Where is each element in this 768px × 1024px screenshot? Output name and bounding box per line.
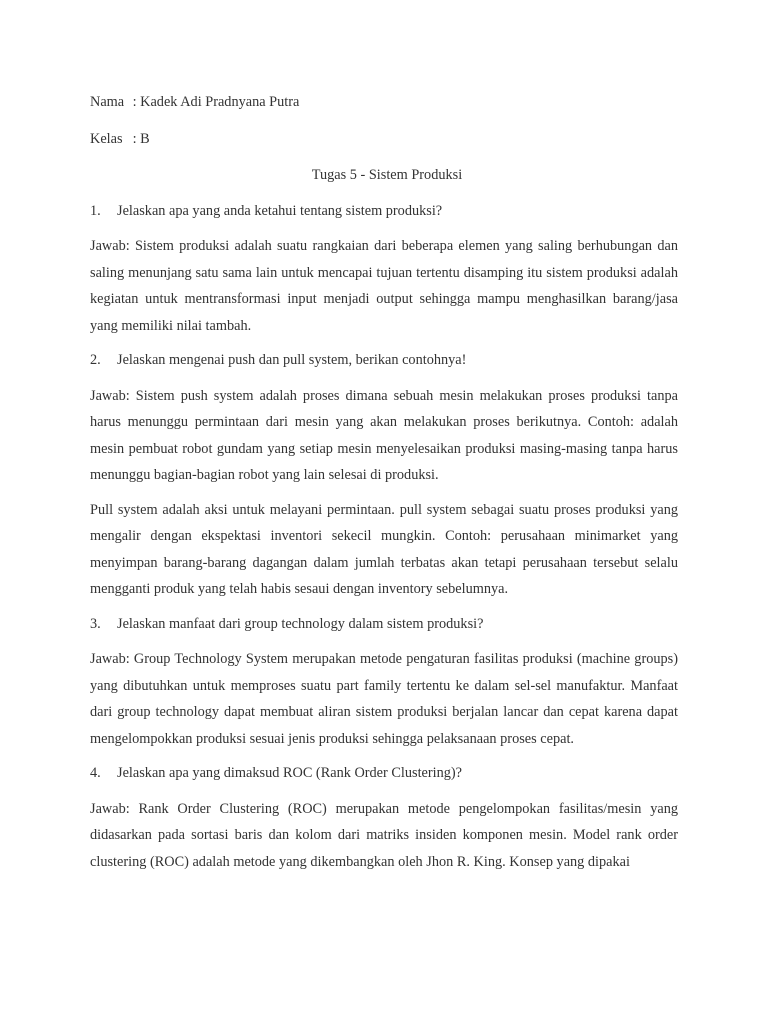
document-body [90,89,678,883]
class-label: Kelas [90,130,123,147]
document-title: Tugas 5 - Sistem Produksi [311,167,463,183]
answer-3-paragraph-1: Jawab: Group Technology System merupakan metode pengaturan fasilitas produksi (machine groups) yang dibutuhkan untuk memproses suatu part family tertentu ke dalam sel-sel manufaktur. Manfaat dari group technology dapat membuat aliran sistem produksi berjalan lancar dan cepat karena dapat mengelompokkan produksi sesuai jenis produksi sehingga pelaksanaan proses cepat. [90,651,678,747]
name-label: Nama [90,94,125,110]
answer-2-paragraph-2: Pull system adalah aksi untuk melayani permintaan. pull system sebagai suatu proses produksi yang mengalir dengan ekspektasi inventori sekecil mungkin. Contoh: perusahaan minimarket yang menyimpan barang-barang dagangan dalam jumlah terbatas akan tetapi perusahaan tersebut selalu mengganti produk yang telah habis sesaui dengan inventory sebelumnya. [90,501,678,597]
answer-4-paragraph-1: Jawab: Rank Order Clustering (ROC) merupakan metode pengelompokan fasilitas/mesin yang didasarkan pada sortasi baris dan kolom dari matriks insiden komponen mesin. Model rank order clustering (ROC) adalah metode yang dikembangkan oleh Jhon R. King. Konsep yang dipakai [90,800,678,870]
question-number: 1. [90,202,101,219]
question-2 [90,347,678,374]
question-3 [90,611,678,638]
student-name-line [90,89,678,116]
student-class-line [90,126,678,153]
answer-1-paragraph-1: Jawab: Sistem produksi adalah suatu rangkaian dari beberapa elemen yang saling berhubungan dan saling menunjang satu sama lain untuk mencapai tujuan tertentu disamping itu sistem produksi adalah kegiatan untuk mentransformasi input menjadi output sehingga mampu menghasilkan barang/jasa yang memiliki nilai tambah. [90,238,678,334]
question-number: 3. [90,615,101,632]
name-value: : Kadek Adi Pradnyana Putra [132,94,300,110]
question-text: Jelaskan apa yang anda ketahui tentang sistem produksi? [117,202,443,219]
question-text: Jelaskan apa yang dimaksud ROC (Rank Order Clustering)? [117,765,463,781]
question-number: 2. [90,352,101,368]
question-text: Jelaskan mengenai push dan pull system, berikan contohnya! [117,352,467,368]
class-value: : B [132,130,150,147]
question-1 [90,198,678,225]
question-4 [90,760,678,787]
question-number: 4. [90,765,101,781]
answer-2-paragraph-1: Jawab: Sistem push system adalah proses dimana sebuah mesin melakukan proses produksi tanpa harus menunggu permintaan dari mesin yang akan melakukan proses berikutnya. Contoh: adalah mesin pembuat robot gundam yang setiap mesin menyelesaikan produksi masing-masing tanpa harus menunggu bagian-bagian robot yang lain selesai di produksi. [90,387,678,483]
question-text: Jelaskan manfaat dari group technology dalam sistem produksi? [117,615,484,632]
